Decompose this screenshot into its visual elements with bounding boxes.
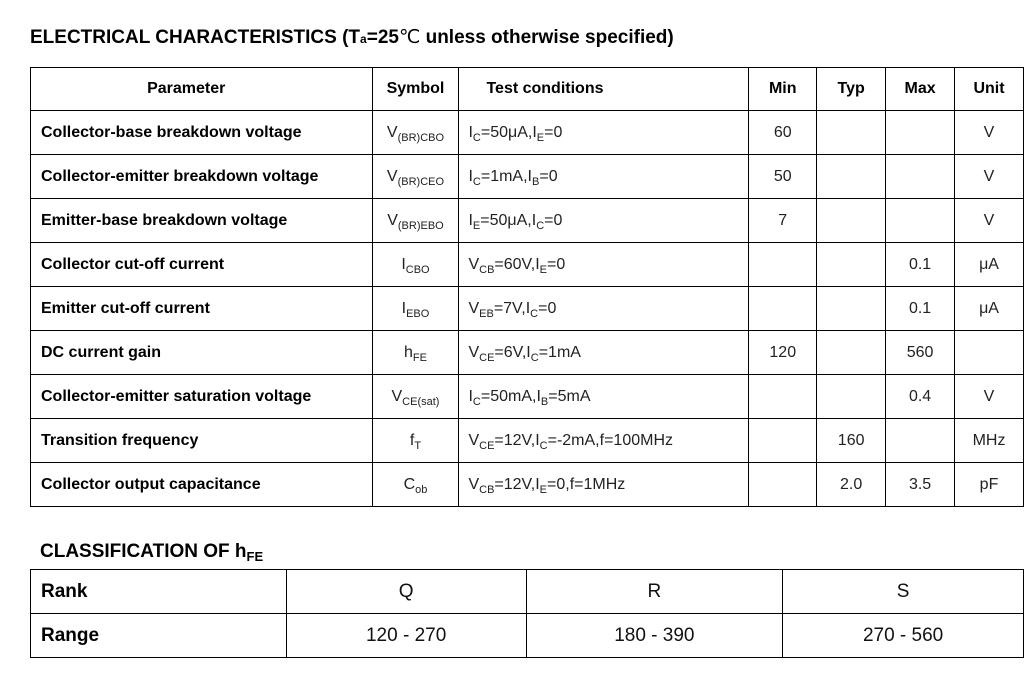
classification-table <box>30 569 1024 658</box>
condition-subscript: C <box>530 351 539 364</box>
symbol-main: V <box>386 167 398 185</box>
parameter-cell: Collector-emitter breakdown voltage <box>31 155 373 199</box>
typ-cell <box>817 375 886 419</box>
range-s: 270 - 560 <box>783 614 1024 658</box>
min-cell <box>749 243 817 287</box>
unit-cell: pF <box>955 463 1024 507</box>
condition-variable: I <box>525 299 531 317</box>
max-cell: 0.4 <box>886 375 955 419</box>
condition-variable: I <box>468 123 473 141</box>
symbol-cell <box>372 375 459 419</box>
min-cell: 50 <box>749 155 817 199</box>
test-condition-cell <box>459 243 749 287</box>
condition-subscript: C <box>472 175 481 188</box>
rank-row <box>31 570 1024 614</box>
unit-cell: V <box>955 199 1024 243</box>
parameter-cell: Collector cut-off current <box>31 243 373 287</box>
symbol-main: I <box>401 299 407 317</box>
max-cell: 0.1 <box>886 243 955 287</box>
condition-value: =1mA <box>538 343 581 361</box>
condition-subscript: CE <box>479 439 495 452</box>
typ-cell <box>817 243 886 287</box>
symbol-main: f <box>409 431 415 449</box>
header-test-conditions: Test conditions <box>459 68 749 111</box>
condition-subscript: B <box>532 175 540 188</box>
min-cell <box>749 287 817 331</box>
condition-subscript: C <box>530 307 539 320</box>
unit-cell: V <box>955 375 1024 419</box>
symbol-cell <box>372 199 459 243</box>
typ-cell <box>817 331 886 375</box>
rank-r: R <box>526 570 783 614</box>
condition-subscript: CE <box>479 351 495 364</box>
condition-subscript: C <box>472 131 481 144</box>
parameter-cell: Collector output capacitance <box>31 463 373 507</box>
rank-q: Q <box>286 570 526 614</box>
table-row <box>31 243 1024 287</box>
table-row <box>31 111 1024 155</box>
classification-title-sub: FE <box>246 549 264 564</box>
table-header-row <box>31 68 1024 111</box>
parameter-cell: Transition frequency <box>31 419 373 463</box>
symbol-subscript: CE(sat) <box>402 395 440 408</box>
max-cell: 0.1 <box>886 287 955 331</box>
parameter-cell: Collector-base breakdown voltage <box>31 111 373 155</box>
condition-value: =0 <box>544 123 563 141</box>
condition-subscript: CB <box>479 263 495 276</box>
condition-variable: V <box>468 299 480 317</box>
rank-s: S <box>783 570 1024 614</box>
parameter-cell: Collector-emitter saturation voltage <box>31 375 373 419</box>
symbol-main: C <box>403 475 416 493</box>
test-condition-cell <box>459 199 749 243</box>
condition-variable: I <box>531 211 537 229</box>
typ-cell <box>817 155 886 199</box>
test-condition-cell <box>459 463 749 507</box>
condition-variable: I <box>468 387 473 405</box>
section-title-classification <box>40 541 263 563</box>
typ-cell <box>817 111 886 155</box>
test-condition-cell <box>459 375 749 419</box>
condition-subscript: EB <box>479 307 494 320</box>
symbol-subscript: FE <box>412 351 427 364</box>
condition-value: =5mA <box>548 387 591 405</box>
min-cell: 7 <box>749 199 817 243</box>
typ-cell: 160 <box>817 419 886 463</box>
parameter-cell: DC current gain <box>31 331 373 375</box>
condition-subscript: C <box>536 219 545 232</box>
typ-cell: 2.0 <box>817 463 886 507</box>
symbol-subscript: (BR)CEO <box>397 175 445 188</box>
condition-variable: I <box>527 167 532 185</box>
test-condition-cell <box>459 287 749 331</box>
condition-value: =50μA, <box>480 123 533 141</box>
condition-value: =12V, <box>494 475 536 493</box>
condition-subscript: E <box>536 131 545 144</box>
table-row <box>31 287 1024 331</box>
max-cell <box>886 111 955 155</box>
table-row <box>31 419 1024 463</box>
header-typ: Typ <box>817 68 886 111</box>
unit-cell <box>955 331 1024 375</box>
table-row <box>31 155 1024 199</box>
condition-variable: I <box>535 475 540 493</box>
condition-variable: V <box>468 431 480 449</box>
condition-variable: I <box>535 431 540 449</box>
unit-cell: V <box>955 155 1024 199</box>
condition-subscript: E <box>472 219 481 232</box>
title-main: ELECTRICAL CHARACTERISTICS (T <box>30 27 361 48</box>
test-condition-cell <box>459 331 749 375</box>
condition-value: =12V, <box>494 431 536 449</box>
symbol-main: I <box>401 255 406 273</box>
condition-value: =60V, <box>494 255 536 273</box>
unit-cell: V <box>955 111 1024 155</box>
header-symbol: Symbol <box>372 68 459 111</box>
condition-value: =0 <box>538 299 557 317</box>
condition-value: =0,f=1MHz <box>547 475 626 493</box>
min-cell: 120 <box>749 331 817 375</box>
condition-value: =0 <box>544 211 563 229</box>
header-unit: Unit <box>955 68 1024 111</box>
condition-value: =6V, <box>494 343 527 361</box>
symbol-subscript: CBO <box>405 263 430 276</box>
condition-subscript: CB <box>479 483 495 496</box>
min-cell: 60 <box>749 111 817 155</box>
symbol-subscript: ob <box>415 483 428 496</box>
max-cell <box>886 199 955 243</box>
min-cell <box>749 375 817 419</box>
symbol-main: V <box>387 211 398 229</box>
symbol-cell <box>372 155 459 199</box>
symbol-subscript: (BR)EBO <box>397 219 444 232</box>
parameter-cell: Emitter cut-off current <box>31 287 373 331</box>
test-condition-cell <box>459 111 749 155</box>
test-condition-cell <box>459 155 749 199</box>
typ-cell <box>817 287 886 331</box>
max-cell <box>886 419 955 463</box>
header-min: Min <box>749 68 817 111</box>
condition-value: =50mA, <box>480 387 537 405</box>
condition-variable: I <box>468 211 473 229</box>
header-parameter: Parameter <box>31 68 373 111</box>
title-temperature: =25 <box>366 27 399 48</box>
condition-subscript: E <box>539 483 547 496</box>
test-condition-cell <box>459 419 749 463</box>
condition-variable: I <box>526 343 531 361</box>
condition-value: =7V, <box>493 299 526 317</box>
symbol-subscript: EBO <box>406 307 430 320</box>
unit-cell: μA <box>955 287 1024 331</box>
section-title-electrical-characteristics <box>30 26 674 49</box>
max-cell: 3.5 <box>886 463 955 507</box>
condition-variable: V <box>468 475 480 493</box>
condition-variable: I <box>536 387 541 405</box>
range-q: 120 - 270 <box>286 614 526 658</box>
max-cell <box>886 155 955 199</box>
classification-title-main: CLASSIFICATION OF h <box>40 541 247 562</box>
table-row <box>31 375 1024 419</box>
condition-subscript: C <box>539 439 548 452</box>
condition-subscript: C <box>472 395 481 408</box>
symbol-cell <box>372 243 459 287</box>
symbol-cell <box>372 287 459 331</box>
title-tail: unless otherwise specified) <box>420 27 674 48</box>
symbol-subscript: T <box>414 439 422 452</box>
symbol-main: h <box>404 343 413 361</box>
symbol-cell <box>372 463 459 507</box>
condition-subscript: B <box>540 395 549 408</box>
rank-label: Rank <box>31 570 287 614</box>
condition-subscript: E <box>539 263 547 276</box>
condition-value: =0 <box>539 167 558 185</box>
condition-value: =0 <box>547 255 566 273</box>
typ-cell <box>817 199 886 243</box>
parameter-cell: Emitter-base breakdown voltage <box>31 199 373 243</box>
condition-value: =50μA, <box>480 211 532 229</box>
min-cell <box>749 419 817 463</box>
symbol-cell <box>372 419 459 463</box>
condition-value: =-2mA,f=100MHz <box>547 431 673 449</box>
electrical-characteristics-table <box>30 67 1024 507</box>
title-unit: ℃ <box>398 27 421 48</box>
symbol-cell <box>372 331 459 375</box>
symbol-subscript: (BR)CBO <box>397 131 445 144</box>
range-label: Range <box>31 614 287 658</box>
condition-variable: I <box>532 123 537 141</box>
condition-variable: V <box>468 343 480 361</box>
table-row <box>31 331 1024 375</box>
range-row <box>31 614 1024 658</box>
table-row <box>31 199 1024 243</box>
min-cell <box>749 463 817 507</box>
title-subscript: a <box>360 32 367 46</box>
condition-variable: I <box>468 167 473 185</box>
condition-variable: V <box>468 255 480 273</box>
condition-variable: I <box>535 255 540 273</box>
header-max: Max <box>886 68 955 111</box>
unit-cell: MHz <box>955 419 1024 463</box>
symbol-cell <box>372 111 459 155</box>
range-r: 180 - 390 <box>526 614 783 658</box>
condition-value: =1mA, <box>480 167 528 185</box>
symbol-main: V <box>391 387 403 405</box>
table-row <box>31 463 1024 507</box>
unit-cell: μA <box>955 243 1024 287</box>
max-cell: 560 <box>886 331 955 375</box>
symbol-main: V <box>386 123 398 141</box>
